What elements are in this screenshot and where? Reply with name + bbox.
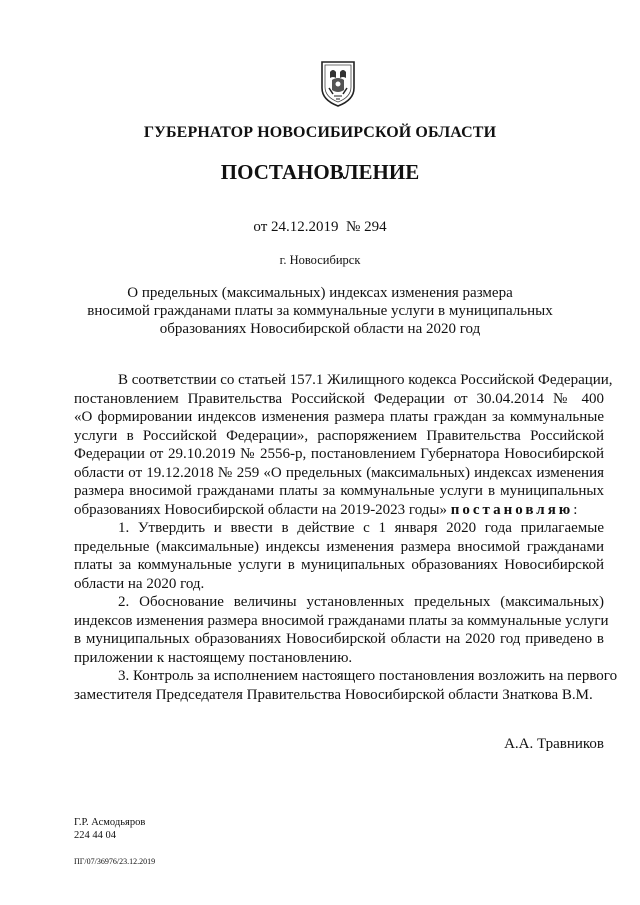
document-number: 294 [364,219,387,235]
resolve-word: постановляю [450,501,574,518]
document-type: ПОСТАНОВЛЕНИЕ [220,160,420,184]
item1-line: области на 2020 год. [74,575,205,592]
item3-line: 3. Контроль за исполнением настоящего постановления возложить на первого [118,668,618,684]
item1-line: платы за коммунальные услуги в муниципальных образованиях Новосибирской [74,557,604,573]
document-body [74,371,618,704]
date-prefix: от [253,219,268,235]
document-code: ПГ/07/36976/23.12.2019 [74,857,156,866]
item2-line: индексов изменения размера вносимой гражданами платы за коммунальные услуги [74,612,609,629]
item3-line: заместителя Председателя Правительства Новосибирской области Знаткова В.М. [74,686,593,703]
date-number-line [0,219,640,236]
item1-line: предельные (максимальные) индексы изменения размера вносимой гражданами [74,538,604,555]
preamble-line: Федерации от 29.10.2019 № 2556-р, постановлением Губернатора Новосибирской [74,446,604,462]
organization-title: ГУБЕРНАТОР НОВОСИБИРСКОЙ ОБЛАСТИ [143,124,497,141]
preamble-line: В соответствии со статьей 157.1 Жилищного кодекса Российской Федерации, [118,372,613,388]
executor-phone: 224 44 04 [74,830,116,841]
coat-of-arms-icon [318,58,358,108]
number-prefix: № [346,219,361,235]
signer-name: А.А. Травников [504,736,604,752]
resolve-colon: : [573,501,578,518]
document-subject [60,284,580,338]
item2-line: 2. Обоснование величины установленных предельных (максимальных) [118,594,604,610]
document-date: 24.12.2019 [271,219,339,235]
executor-block [74,816,145,842]
subject-line: О предельных (максимальных) индексах изменения размера [127,285,513,301]
preamble-line: услуги в Российской Федерации», распоряжением Правительства Российской [74,427,604,444]
item1-line: 1. Утвердить и ввести в действие с 1 января 2020 года прилагаемые [118,520,604,536]
item2-line: приложении к настоящему постановлению. [74,649,353,666]
preamble-line: «О формировании индексов изменения размера платы граждан за коммунальные [74,409,604,425]
preamble-end-line [74,501,604,520]
preamble-line: размера вносимой гражданами платы за коммунальные услуги в муниципальных [74,483,604,499]
subject-line: образованиях Новосибирской области на 2020 год [159,321,481,337]
executor-name: Г.Р. Асмодьяров [74,817,146,828]
preamble-line: области от 19.12.2018 № 259 «О предельных (максимальных) индексах изменения [74,464,604,481]
preamble-end: образованиях Новосибирской области на 2019-2023 годы» [74,501,447,518]
item2-line: в муниципальных образованиях Новосибирской области на 2020 год приведено в [74,631,604,647]
preamble-line: постановлением Правительства Российской Федерации от 30.04.2014 № 400 [74,390,604,407]
city: г. Новосибирск [279,253,361,267]
subject-line: вносимой гражданами платы за коммунальные услуги в муниципальных [87,303,553,319]
